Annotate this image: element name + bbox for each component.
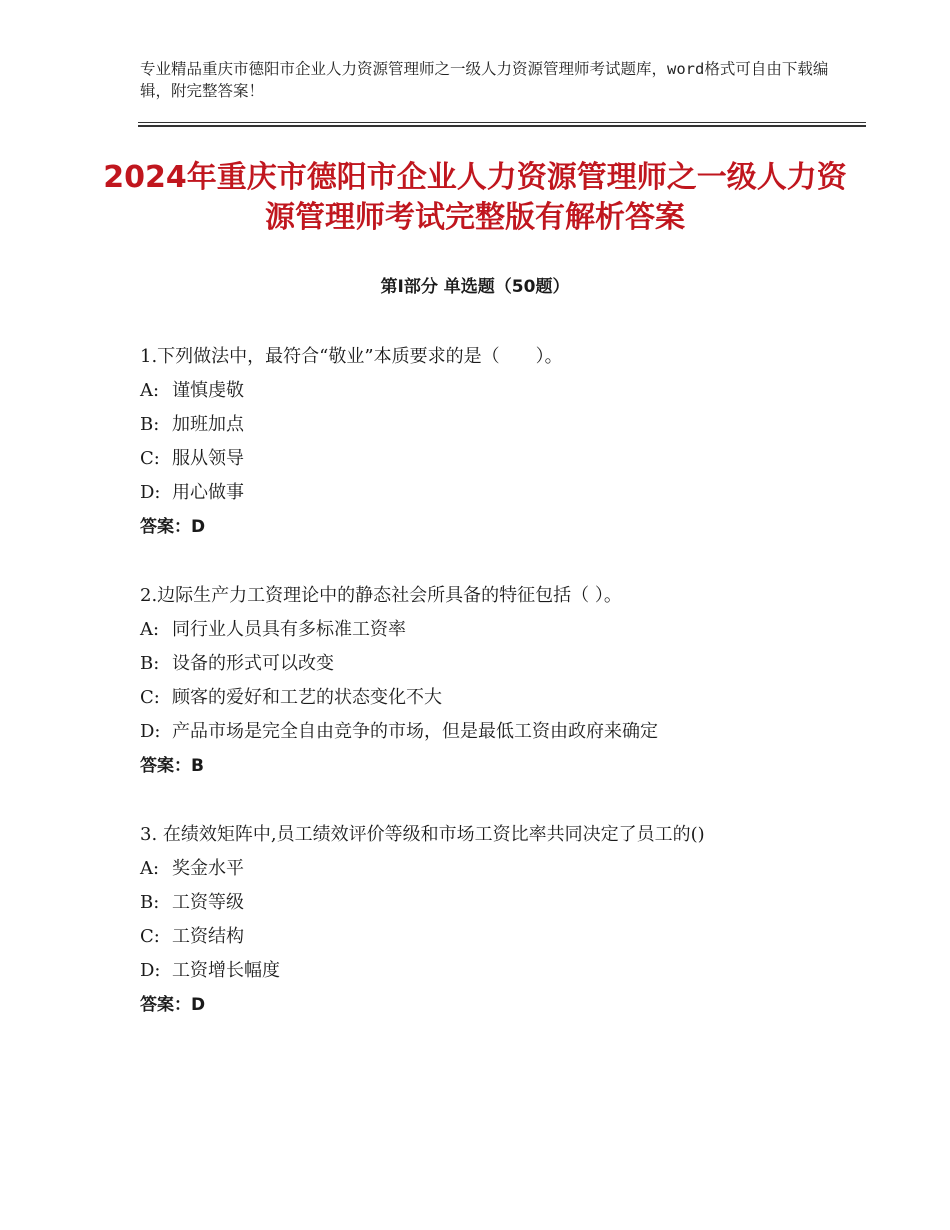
option-key: C: (140, 687, 160, 708)
option-key: B: (140, 414, 160, 435)
question-stem: 3. 在绩效矩阵中,员工绩效评价等级和市场工资比率共同决定了员工的() (140, 824, 705, 845)
option-c (140, 920, 800, 954)
option-text: 服从领导 (172, 448, 244, 469)
option-key: D: (140, 482, 161, 503)
header-divider-thick (138, 125, 866, 127)
question-2 (140, 579, 820, 783)
option-c (140, 681, 820, 715)
option-key: B: (140, 892, 160, 913)
option-text: 加班加点 (172, 414, 244, 435)
option-text: 工资等级 (172, 892, 244, 913)
option-text: 工资增长幅度 (172, 960, 280, 981)
option-text: 用心做事 (172, 482, 244, 503)
option-a (140, 852, 800, 886)
option-a (140, 613, 820, 647)
document-title: 2024年重庆市德阳市企业人力资源管理师之一级人力资源管理师考试完整版有解析答案 (103, 160, 847, 235)
question-stem: 2.边际生产力工资理论中的静态社会所具备的特征包括（ ）。 (140, 585, 622, 606)
option-key: B: (140, 653, 160, 674)
option-b (140, 647, 820, 681)
option-key: A: (140, 858, 160, 879)
option-c (140, 442, 820, 476)
header-note: 专业精品重庆市德阳市企业人力资源管理师之一级人力资源管理师考试题库，word格式可自由下载编辑，附完整答案！ (140, 60, 829, 100)
option-d (140, 954, 800, 988)
question-stem: 1.下列做法中，最符合“敬业”本质要求的是（ ）。 (140, 346, 563, 367)
option-key: C: (140, 448, 160, 469)
option-b (140, 408, 820, 442)
option-text: 顾客的爱好和工艺的状态变化不大 (172, 687, 442, 708)
option-b (140, 886, 800, 920)
answer-label: 答案：D (140, 995, 206, 1015)
option-text: 设备的形式可以改变 (172, 653, 334, 674)
option-text: 谨慎虔敬 (172, 380, 244, 401)
question-1 (140, 340, 820, 544)
option-d (140, 715, 820, 749)
section-heading: 第Ⅰ部分 单选题（50题） (380, 277, 570, 297)
option-text: 同行业人员具有多标准工资率 (172, 619, 406, 640)
option-key: C: (140, 926, 160, 947)
option-text: 奖金水平 (172, 858, 244, 879)
answer-label: 答案：B (140, 756, 204, 776)
option-a (140, 374, 820, 408)
option-key: A: (140, 619, 160, 640)
header-divider-thin (138, 122, 866, 123)
option-key: A: (140, 380, 160, 401)
option-d (140, 476, 820, 510)
option-key: D: (140, 721, 161, 742)
answer-label: 答案：D (140, 517, 206, 537)
question-3 (140, 818, 800, 1022)
option-text: 工资结构 (172, 926, 244, 947)
option-text: 产品市场是完全自由竞争的市场，但是最低工资由政府来确定 (172, 721, 658, 742)
option-key: D: (140, 960, 161, 981)
